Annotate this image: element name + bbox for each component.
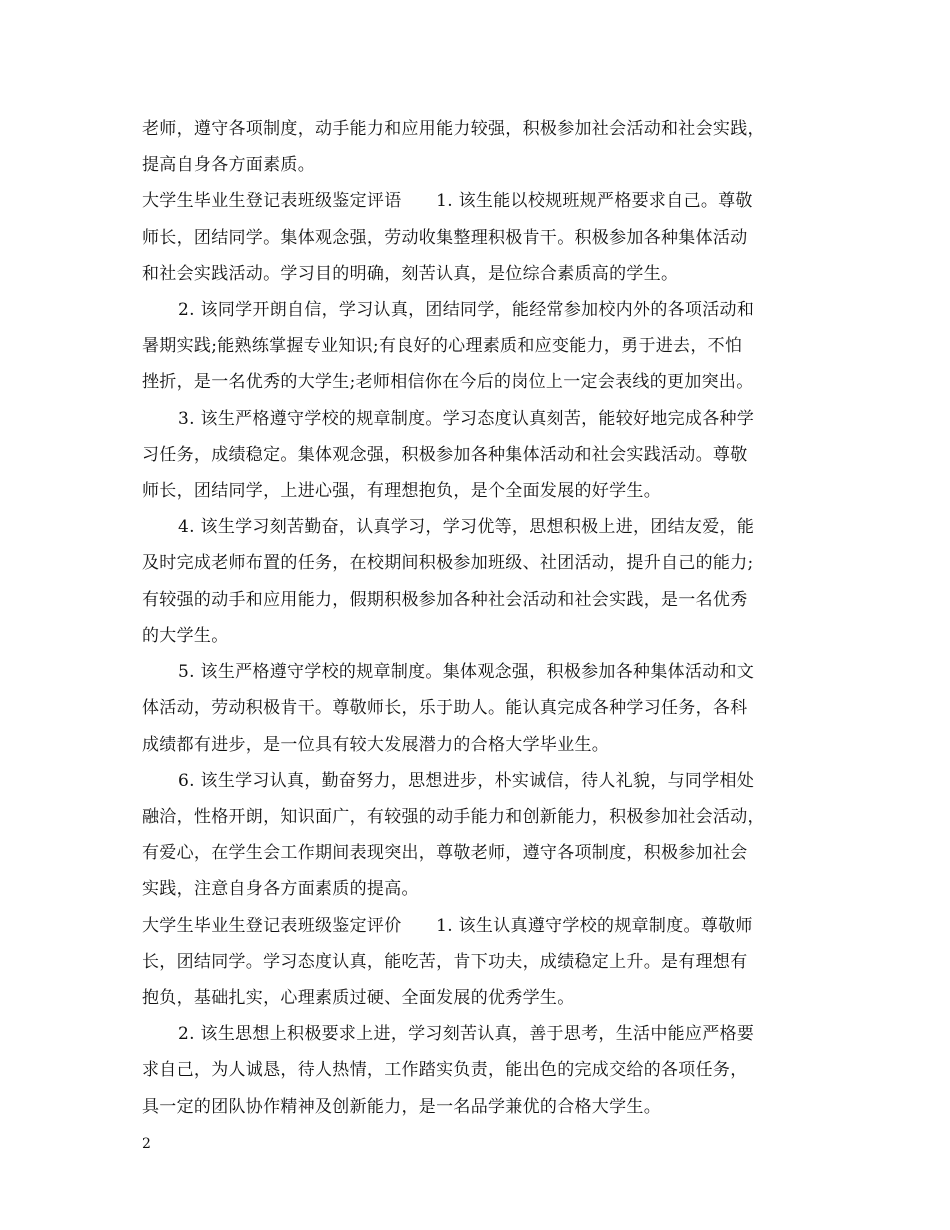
text-line: 成绩都有进步，是一位具有较大发展潜力的合格大学毕业生。: [142, 735, 610, 755]
text-line: 有较强的动手和应用能力，假期积极参加各种社会活动和社会实践，是一名优秀: [142, 590, 748, 610]
text-line: 体活动，劳动积极肯干。尊敬师长，乐于助人。能认真完成各种学习任务，各科: [142, 698, 748, 718]
text-line: 的大学生。: [142, 626, 229, 646]
text-line: 抱负，基础扎实，心理素质过硬、全面发展的优秀学生。: [142, 988, 575, 1008]
text-line: 有爱心，在学生会工作期间表现突出，尊敬老师，遵守各项制度，积极参加社会: [142, 843, 748, 863]
text-line: 2. 该生思想上积极要求上进，学习刻苦认真，善于思考，生活中能应严格要: [178, 1024, 755, 1044]
text-line: 3. 该生严格遵守学校的规章制度。学习态度认真刻苦，能较好地完成各种学: [178, 409, 755, 429]
text-line: 6. 该生学习认真，勤奋努力，思想进步，朴实诚信，待人礼貌，与同学相处: [178, 771, 755, 791]
text-line: 提高自身各方面素质。: [142, 155, 315, 175]
text-line: 4. 该生学习刻苦勤奋，认真学习，学习优等，思想积极上进，团结友爱，能: [178, 517, 755, 537]
text-line: 大学生毕业生登记表班级鉴定评语 1. 该生能以校规班规严格要求自己。尊敬: [142, 191, 753, 211]
text-line: 大学生毕业生登记表班级鉴定评价 1. 该生认真遵守学校的规章制度。尊敬师: [142, 916, 753, 936]
text-line: 及时完成老师布置的任务，在校期间积极参加班级、社团活动，提升自己的能力;: [142, 553, 754, 573]
text-line: 长，团结同学。学习态度认真，能吃苦，肯下功夫，成绩稳定上升。是有理想有: [142, 952, 748, 972]
text-line: 师长，团结同学。集体观念强，劳动收集整理积极肯干。积极参加各种集体活动: [142, 228, 748, 248]
text-line: 2. 该同学开朗自信，学习认真，团结同学，能经常参加校内外的各项活动和: [178, 300, 755, 320]
page-number: 2: [142, 1136, 151, 1152]
text-line: 融洽，性格开朗，知识面广，有较强的动手能力和创新能力，积极参加社会活动，: [142, 807, 765, 827]
text-line: 老师，遵守各项制度，动手能力和应用能力较强，积极参加社会活动和社会实践，: [142, 119, 765, 139]
text-line: 挫折，是一名优秀的大学生;老师相信你在今后的岗位上一定会表线的更加突出。: [142, 372, 754, 392]
text-line: 和社会实践活动。学习目的明确，刻苦认真，是位综合素质高的学生。: [142, 264, 679, 284]
text-line: 求自己，为人诚恳，待人热情，工作踏实负责，能出色的完成交给的各项任务，: [142, 1060, 748, 1080]
text-line: 具一定的团队协作精神及创新能力，是一名品学兼优的合格大学生。: [142, 1097, 661, 1117]
text-line: 习任务，成绩稳定。集体观念强，积极参加各种集体活动和社会实践活动。尊敬: [142, 445, 748, 465]
text-line: 暑期实践;能熟练掌握专业知识;有良好的心理素质和应变能力，勇于进去，不怕: [142, 336, 743, 356]
text-line: 实践，注意自身各方面素质的提高。: [142, 879, 419, 899]
text-line: 师长，团结同学，上进心强，有理想抱负，是个全面发展的好学生。: [142, 481, 661, 501]
text-line: 5. 该生严格遵守学校的规章制度。集体观念强，积极参加各种集体活动和文: [178, 662, 755, 682]
